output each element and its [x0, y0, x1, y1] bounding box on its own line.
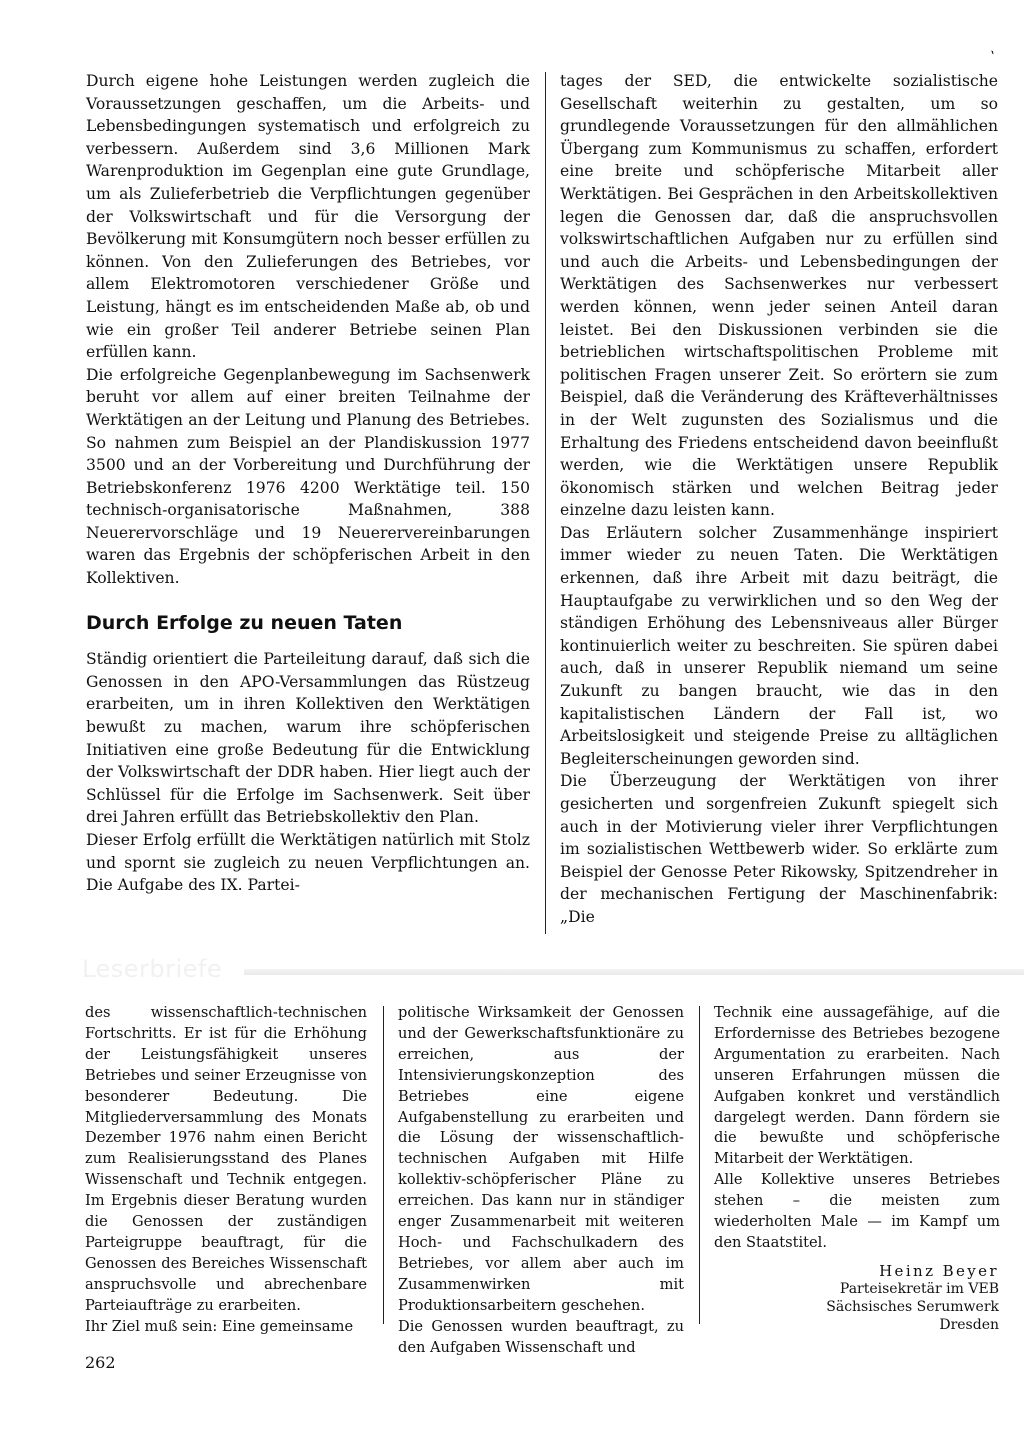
paragraph: Die Überzeugung der Werktätigen von ihrer gesicherten und sorgenfreien Zukunft spiegelt sich auch in der Motivierung vieler ihrer Verpflichtungen im sozialistischen Wettbewerb wider. So erklärte zum Beispiel der Genosse Peter Rikowsky, Spitzendreher in der mechanischen Fertigung der Maschinenfabrik: „Die — [560, 772, 998, 926]
paragraph: Ständig orientiert die Parteileitung darauf, daß sich die Genossen in den APO-Versammlungen das Rüstzeug erarbeiten, um in ihren Kollektiven den Werktätigen bewußt zu machen, warum ihre schöpferischen Initiativen eine große Bedeutung für die Entwicklung der Volkswirtschaft der DDR haben. Hier liegt auch der Schlüssel für die Erfolge im Sachsenwerk. Seit über drei Jahren erfüllt das Betriebskollektiv den Plan. — [86, 650, 530, 827]
lower-column-3 — [714, 1003, 1000, 1254]
author-role: Parteisekretär im VEB — [839, 1281, 999, 1297]
paragraph: Technik eine aussagefähige, auf die Erfordernisse des Betriebes bezogene Argumentation zu erarbeiten. Nach unseren Erfahrungen müssen die Aufgaben konkret und verständlich dargelegt werden. Dann fördern sie die bewußte und schöpferische Mitarbeit der Werktätigen. — [714, 1004, 1000, 1168]
corner-mark: ` — [983, 49, 998, 67]
author-signature — [800, 1262, 999, 1334]
author-city: Dresden — [939, 1317, 999, 1333]
section-band-title: Leserbriefe — [82, 955, 223, 983]
lower-column-1 — [85, 1003, 367, 1338]
lower-column-2 — [398, 1003, 684, 1358]
paragraph: des wissenschaftlich-technischen Fortschritts. Er ist für die Erhöhung der Leistungsfähigkeit unseres Betriebes und seiner Erzeugnisse von besonderer Bedeutung. Die Mitgliederversammlung des Monats Dezember 1976 nahm einen Bericht zum Realisierungsstand des Planes Wissenschaft und Technik entgegen. Im Ergebnis dieser Beratung wurden die Genossen der zuständigen Parteigruppe beauftragt, für die Genossen des Bereiches Wissenschaft anspruchsvolle und abrechenbare Parteiaufträge zu erarbeiten. — [85, 1004, 367, 1314]
author-name: Heinz Beyer — [879, 1262, 999, 1280]
paragraph: Dieser Erfolg erfüllt die Werktätigen natürlich mit Stolz und spornt sie zugleich zu neuen Verpflichtungen an. Die Aufgabe des IX. Partei- — [86, 831, 530, 895]
column-divider — [545, 72, 546, 934]
section-band — [72, 955, 1024, 985]
section-band-rule — [244, 969, 1024, 975]
paragraph: Die Genossen wurden beauftragt, zu den Aufgaben Wissenschaft und — [398, 1317, 684, 1356]
paragraph: Das Erläutern solcher Zusammenhänge inspiriert immer wieder zu neuen Taten. Die Werktätigen erkennen, daß ihre Arbeit mit dazu beiträgt, die Hauptaufgabe zu verwirklichen und so den Weg der ständigen Erhöhung des Lebensniveaus aller Bürger kontinuierlich weiter zu beschreiten. Sie spüren dabei auch, daß in unserer Republik niemand um seine Zukunft zu bangen braucht, wie das in den kapitalistischen Ländern der Fall ist, wo Arbeitslosigkeit und steigende Preise zu alltäglichen Begleiterscheinungen geworden sind. — [560, 523, 998, 768]
upper-left-column — [86, 70, 530, 897]
section-heading: Durch Erfolge zu neuen Taten — [86, 611, 403, 634]
paragraph: Ihr Ziel muß sein: Eine gemeinsame — [85, 1317, 354, 1335]
paragraph: tages der SED, die entwickelte sozialistische Gesellschaft weiterhin zu gestalten, um so grundlegende Voraussetzungen für den allmählichen Übergang zum Kommunismus zu schaffen, erfordert eine breite und schöpferische Mitarbeit aller Werktätigen. Bei Gesprächen in den Arbeitskollektiven legen die Genossen dar, daß die anspruchsvollen volkswirtschaftlichen Aufgaben nur zu erfüllen sind und auch die Arbeits- und Lebensbedingungen der Werktätigen des Sachsenwerkes nur verbessert werden können, wenn jeder seinen Anteil daran leistet. Bei den Diskussionen verbinden sie die betrieblichen wirtschaftspolitischen Probleme mit politischen Fragen unserer Zeit. So erörtern sie zum Beispiel, daß die Veränderung des Kräfteverhältnisses in der Welt zugunsten des Sozialismus und die Erhaltung des Friedens entscheidend davon beeinflußt werden, wie die Werktätigen unsere Republik ökonomisch stärken und welchen Beitrag jeder einzelne dazu leisten kann. — [560, 72, 998, 520]
upper-right-column — [560, 70, 998, 929]
paragraph: politische Wirksamkeit der Genossen und der Gewerkschaftsfunktionäre zu erreichen, aus der Intensivierungskonzeption des Betriebes eine eigene Aufgabenstellung zu erarbeiten und die Lösung der wissenschaftlich-technischen Aufgaben mit Hilfe kollektiv-schöpferischer Pläne zu erreichen. Das kann nur in ständiger enger Zusammenarbeit mit weiteren Hoch- und Fachschulkadern des Betriebes, vor allem aber auch im Zusammenwirken mit Produktionsarbeitern geschehen. — [398, 1004, 684, 1314]
paragraph: Die erfolgreiche Gegenplanbewegung im Sachsenwerk beruht vor allem auf einer breiten Teilnahme der Werktätigen an der Leitung und Planung des Betriebes. So nahmen zum Beispiel an der Plandiskussion 1977 3500 und an der Vorbereitung und Durchführung der Betriebskonferenz 1976 4200 Werktätige teil. 150 technisch-organisatorische Maßnahmen, 388 Neuerervorschläge und 19 Neuerervereinbarungen waren das Ergebnis der schöpferischen Arbeit in den Kollektiven. — [86, 365, 530, 588]
page-number: 262 — [85, 1353, 116, 1372]
paragraph: Alle Kollektive unseres Betriebes stehen – die meisten zum wiederholten Male — im Kampf um den Staatstitel. — [714, 1171, 1000, 1251]
paragraph: Durch eigene hohe Leistungen werden zugleich die Voraussetzungen geschaffen, um die Arbeits- und Lebensbedingungen systematisch und erfolgreich zu verbessern. Außerdem sind 3,6 Millionen Mark Warenproduktion im Gegenplan eine gute Grundlage, um als Zulieferbetrieb die Verpflichtungen gegenüber der Volkswirtschaft und für die Versorgung der Bevölkerung mit Konsumgütern noch besser erfüllen zu können. Von den Zulieferungen des Betriebes, vor allem Elektromotoren verschiedener Größe und Leistung, hängt es im entscheidenden Maße ab, ob und wie ein großer Teil anderer Betriebe seinen Plan erfüllen kann. — [86, 72, 530, 362]
column-divider — [383, 1006, 384, 1324]
author-organization: Sächsisches Serumwerk — [826, 1299, 999, 1315]
column-divider — [699, 1006, 700, 1324]
